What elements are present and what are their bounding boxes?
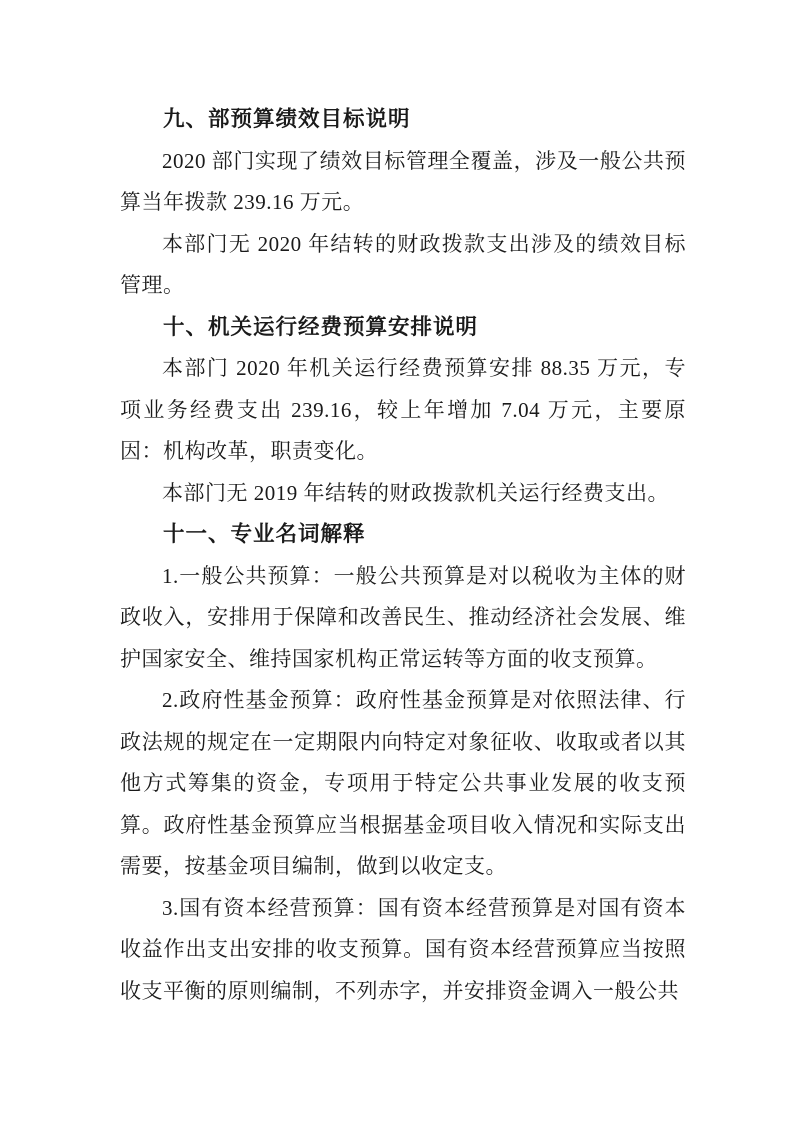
document-content xyxy=(120,99,686,1012)
paragraph-no-2019-carryover: 本部门无 2019 年结转的财政拨款机关运行经费支出。 xyxy=(162,480,669,505)
paragraph-operating-expense-budget: 本部门 2020 年机关运行经费预算安排 88.35 万元，专项业务经费支出 239.16，较上年增加 7.04 万元，主要原因：机构改革，职责变化。 xyxy=(120,356,686,463)
section-heading-10-operating-expenses: 十、机关运行经费预算安排说明 xyxy=(163,314,479,339)
section-heading-11-terminology: 十一、专业名词解释 xyxy=(163,522,366,546)
paragraph-term-state-capital-budget: 3.国有资本经营预算：国有资本经营预算是对国有资本收益作出支出安排的收支预算。国有资本经营预算应当按照收支平衡的原则编制，不列赤字，并安排资金调入一般公共 xyxy=(120,895,686,1003)
section-heading-9-performance-targets: 九、部预算绩效目标说明 xyxy=(163,107,411,131)
paragraph-term-government-fund-budget: 2.政府性基金预算：政府性基金预算是对依照法律、行政法规的规定在一定期限内向特定对象征收、收取或者以其他方式筹集的资金，专项用于特定公共事业发展的收支预算。政府性基金预算应当根据基金项目收入情况和实际支出需要，按基金项目编制，做到以收定支。 xyxy=(120,688,686,878)
paragraph-no-2020-carryover: 本部门无 2020 年结转的财政拨款支出涉及的绩效目标管理。 xyxy=(120,231,686,297)
paragraph-performance-coverage: 2020 部门实现了绩效目标管理全覆盖，涉及一般公共预算当年拨款 239.16 万元。 xyxy=(120,148,686,214)
paragraph-term-general-public-budget: 1.一般公共预算：一般公共预算是对以税收为主体的财政收入，安排用于保障和改善民生、推动经济社会发展、维护国家安全、维持国家机构正常运转等方面的收支预算。 xyxy=(120,563,686,671)
